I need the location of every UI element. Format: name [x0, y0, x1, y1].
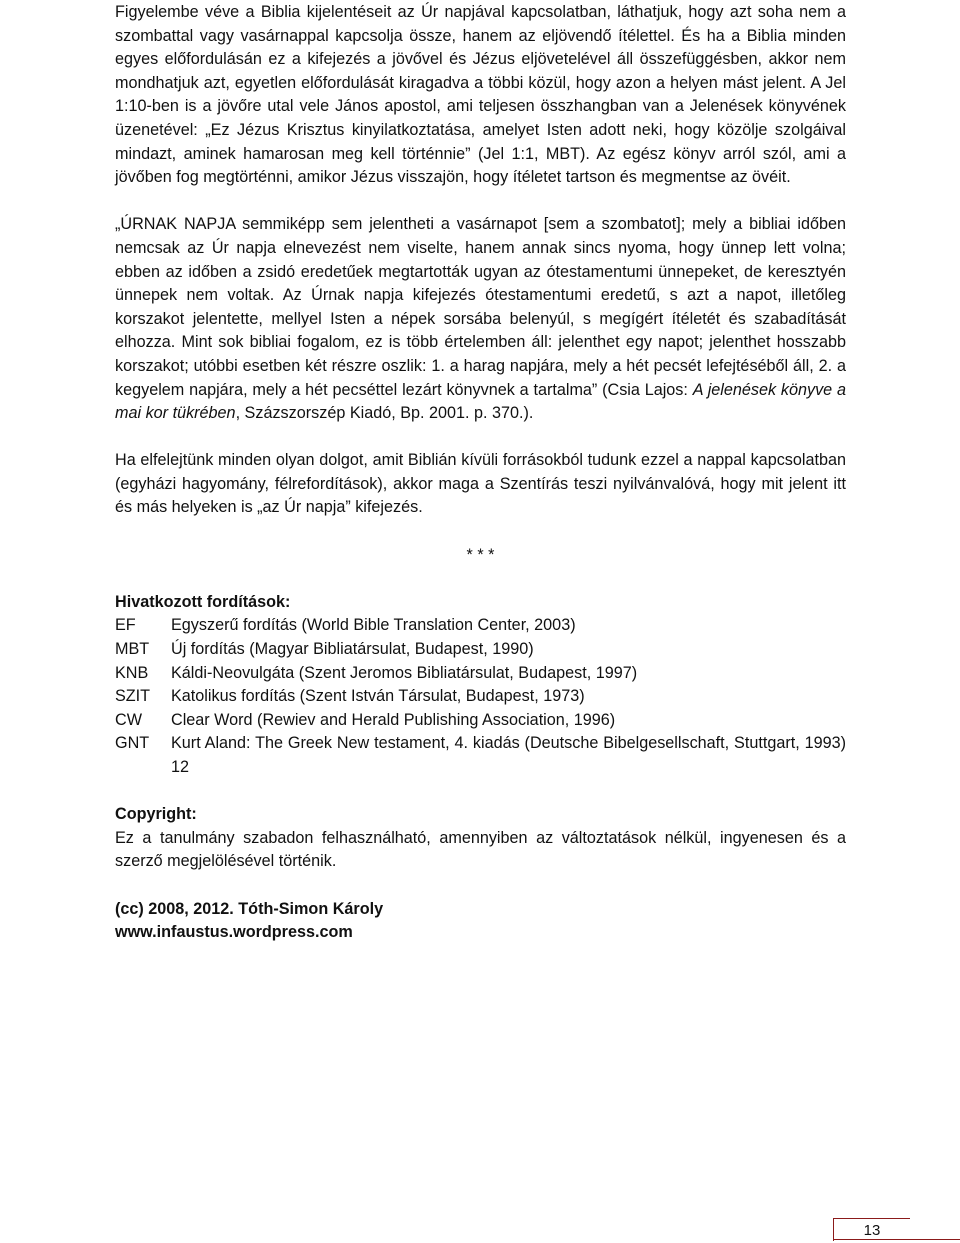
copyright-title: Copyright: [115, 805, 197, 824]
reference-item [115, 638, 846, 662]
document-page [115, 0, 846, 945]
reference-desc: Katolikus fordítás (Szent István Társulat, Budapest, 1973) [171, 687, 585, 706]
reference-desc: Kurt Aland: The Greek New testament, 4. kiadás (Deutsche Bibelgesellschaft, Stuttgart, 1993) 12 [171, 734, 846, 776]
paragraph-quote [115, 213, 846, 425]
reference-item [115, 732, 846, 779]
reference-item [115, 614, 846, 638]
quote-text: „ÚRNAK NAPJA semmiképp sem jelentheti a vasárnapot [sem a szombatot]; mely a bibliai időben nemcsak az Úr napja elnevezést nem viselte, hanem annak sincs nyoma, hogy ünnep lett volna; ebben az időben a zsidó eredetűek megtartották ugyan az ótestamentumi ünnepeket, de keresztyén ünnepek nem voltak. Az Úrnak napja kifejezés ótestamentumi eredetű, s azt a napot, illetőleg korszakot jelentette, mellyel Isten a népek sorsába belenyúl, s megígért ítéletét és szabadítását elhozza. Mint sok bibliai fogalom, ez is több értelemben áll: jelenthet egy napot; jelenthet hosszabb korszakot; utóbbi esetben két részre oszlik: 1. a harag napjára, mely a hét pecsét lefejtéséből áll, 2. a kegyelem napjára, mely a hét pecséttel lezárt könyvnek a tartalma” (Csia Lajos: [115, 215, 846, 399]
reference-desc: Clear Word (Rewiev and Herald Publishing Association, 1996) [171, 710, 616, 729]
quote-citation: , Százszorszép Kiadó, Bp. 2001. p. 370.). [235, 404, 534, 423]
reference-desc: Egyszerű fordítás (World Bible Translation Center, 2003) [171, 616, 576, 635]
reference-item [115, 685, 846, 709]
footer-rule [833, 1239, 960, 1240]
paragraph-conclusion: Ha elfelejtünk minden olyan dolgot, amit Biblián kívüli forrásokból tudunk ezzel a nappal kapcsolatban (egyházi hagyomány, félrefordítások), akkor maga a Szentírás teszi nyilvánvalóvá, hogy mit jelent itt és más helyeken is „az Úr napja” kifejezés. [115, 451, 846, 517]
references-title: Hivatkozott fordítások: [115, 592, 291, 611]
website-link[interactable]: www.infaustus.wordpress.com [115, 923, 353, 942]
reference-item [115, 709, 846, 733]
references-list [115, 614, 846, 779]
reference-abbr: EF [115, 616, 136, 635]
reference-item [115, 662, 846, 686]
reference-abbr: GNT [115, 734, 150, 753]
author-credit: (cc) 2008, 2012. Tóth-Simon Károly [115, 899, 384, 918]
reference-desc: Új fordítás (Magyar Bibliatársulat, Budapest, 1990) [171, 640, 534, 659]
book-title: A jelenések könyve a mai kor tükrében [115, 380, 846, 423]
reference-abbr: KNB [115, 663, 149, 682]
paragraph-intro: Figyelembe véve a Biblia kijelentéseit az Úr napjával kapcsolatban, láthatjuk, hogy azt soha nem a szombattal vagy vasárnappal kapcsolja össze, hanem az eljövendő ítélettel. És ha a Biblia minden egyes előfordulásán ez a kifejezés a jövővel és Jézus eljövetelével áll összefüggésben, akkor nem mondhatjuk azt, egyetlen előfordulását kiragadva a többi közül, hogy azon a helyen mást jelent. A Jel 1:10-ben is a jövőre utal vele János apostol, ami teljesen összhangban van a Jelenések könyvének üzenetével: „Ez Jézus Krisztus kinyilatkoztatása, amelyet Isten adott neki, hogy közölje szolgáival mindazt, aminek hamarosan meg kell történnie” (Jel 1:1, MBT). Az egész könyv arról szól, ami a jövőben fog megtörténni, amikor Jézus visszajön, hogy ítéletet tartson és megmentse az övéit. [115, 3, 846, 187]
section-separator: * * * [466, 545, 495, 564]
copyright-text: Ez a tanulmány szabadon felhasználható, amennyiben az változtatások nélkül, ingyenesen és a szerző megjelölésével történik. [115, 828, 846, 871]
page-number: 13 [833, 1218, 910, 1241]
reference-abbr: MBT [115, 640, 150, 659]
reference-abbr: CW [115, 710, 142, 729]
reference-abbr: SZIT [115, 687, 151, 706]
reference-desc: Káldi-Neovulgáta (Szent Jeromos Bibliatársulat, Budapest, 1997) [171, 663, 638, 682]
